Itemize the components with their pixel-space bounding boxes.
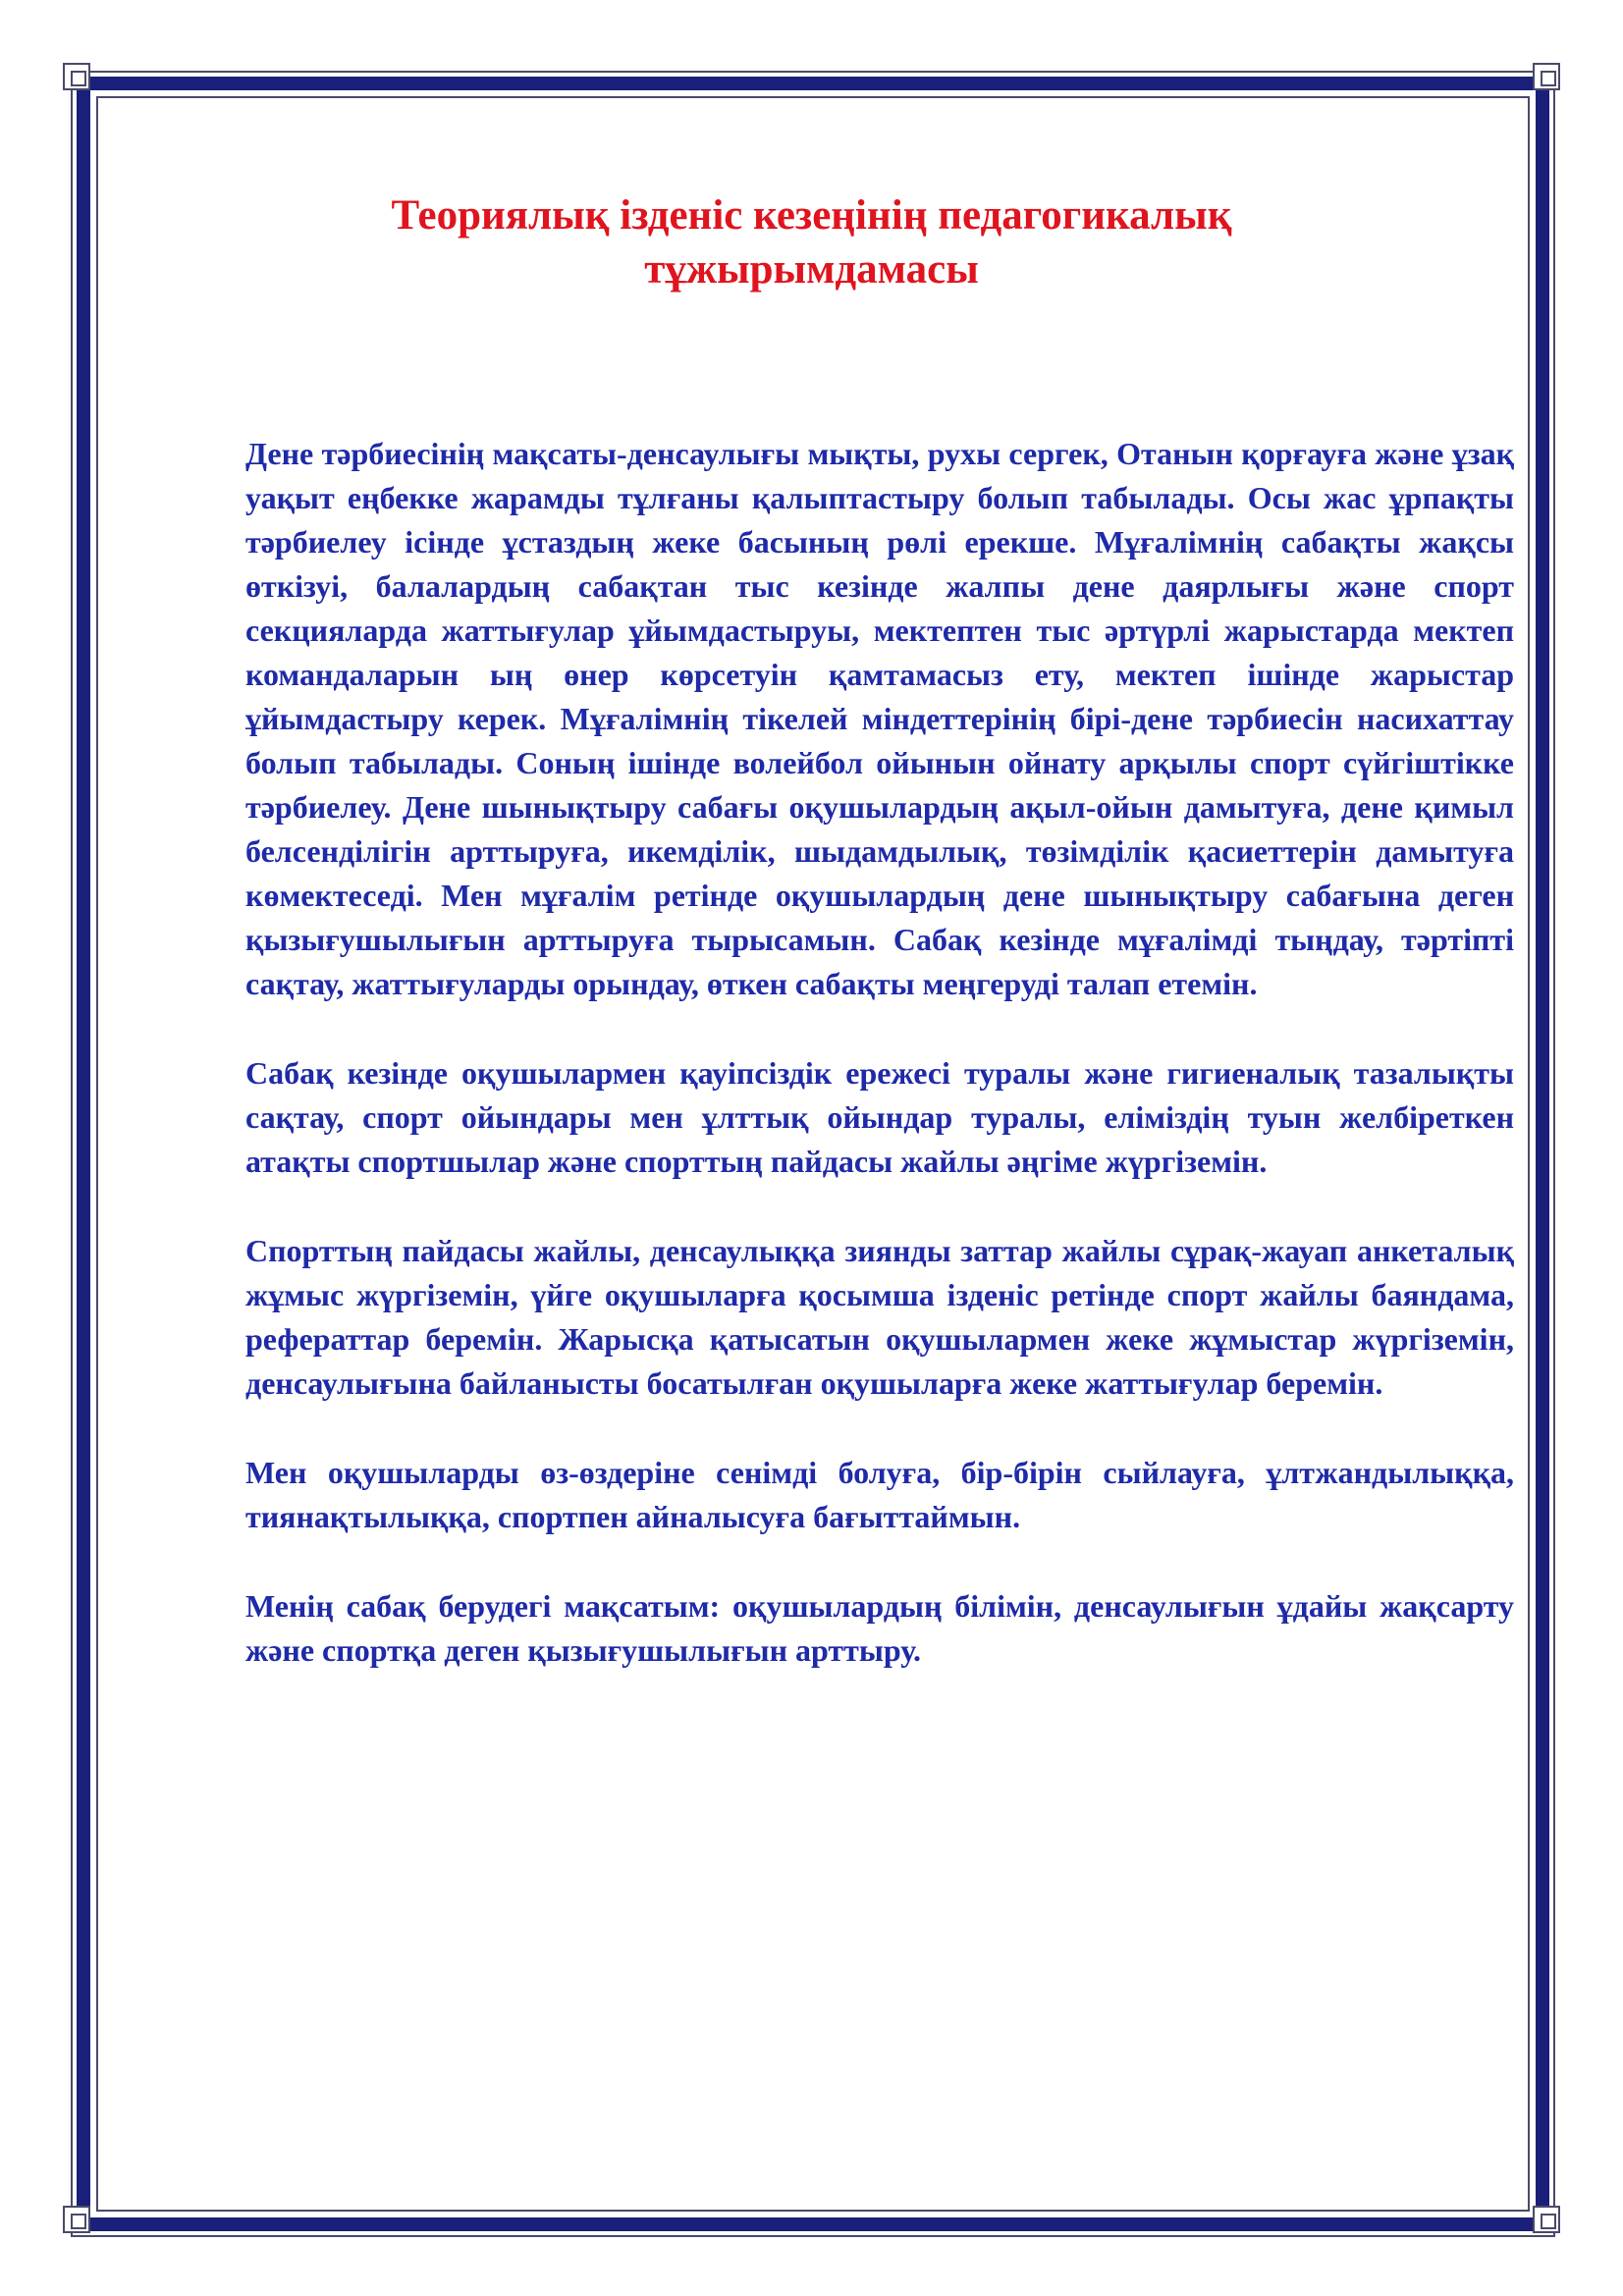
paragraph-2: Сабақ кезінде оқушылармен қауіпсіздік ережесі туралы және гигиеналық тазалықты сақтау, спорт ойындары мен ұлттық ойындар туралы, еліміздің туын желбіреткен атақты спортшылар және спорттың пайдасы жайлы әңгіме жүргіземін. bbox=[245, 1055, 1514, 1179]
paragraph-3: Спорттың пайдасы жайлы, денсаулыққа зиянды заттар жайлы сұрақ-жауап анкеталық жұмыс жүргіземін, үйге оқушыларға қосымша ізденіс ретінде спорт жайлы баяндама, рефераттар беремін. Жарысқа қатысатын оқушылармен жеке жұмыстар жүргіземін, денсаулығына байланысты босатылған оқушыларға жеке жаттығулар беремін. bbox=[245, 1233, 1514, 1401]
document-title-line-2: тұжырымдамасы bbox=[644, 246, 979, 293]
document-title bbox=[196, 188, 1427, 296]
frame-corner-ornament-top-right bbox=[1533, 63, 1560, 90]
frame-corner-ornament-bottom-right bbox=[1533, 2206, 1560, 2233]
paragraph-4: Мен оқушыларды өз-өздеріне сенімді болуға, бір-бірін сыйлауға, ұлтжандылыққа, тиянақтылыққа, спортпен айналысуға бағыттаймын. bbox=[245, 1455, 1514, 1534]
paragraph-5: Менің сабақ берудегі мақсатым: оқушылардың білімін, денсаулығын ұдайы жақсарту және спортқа деген қызығушылығын арттыру. bbox=[245, 1588, 1514, 1668]
paragraph-1: Дене тәрбиесінің мақсаты-денсаулығы мықты, рухы сергек, Отанын қорғауға және ұзақ уақыт еңбекке жарамды тұлғаны қалыптастыру болып табылады. Осы жас ұрпақты тәрбиелеу ісінде ұстаздың жеке басының рөлі ерекше. Мұғалімнің сабақты жақсы өткізуі, балалардың сабақтан тыс кезінде жалпы дене даярлығы және спорт секцияларда жаттығулар ұйымдастыруы, мектептен тыс әртүрлі жарыстарда мектеп командаларын ың өнер көрсетуін қамтамасыз ету, мектеп ішінде жарыстар ұйымдастыру керек. Мұғалімнің тікелей міндеттерінің бірі-дене тәрбиесін насихаттау болып табылады. Соның ішінде волейбол ойынын ойнату арқылы спорт сүйгіштікке тәрбиелеу. Дене шынықтыру сабағы оқушылардың ақыл-ойын дамытуға, дене қимыл белсенділігін арттыруға, икемділік, шыдамдылық, төзімділік қасиеттерін дамытуға көмектеседі. Мен мұғалім ретінде оқушылардың дене шынықтыру сабағына деген қызығушылығын арттыруға тырысамын. Сабақ кезінде мұғалімді тыңдау, тәртіпті сақтау, жаттығуларды орындау, өткен сабақты меңгеруді талап етемін. bbox=[245, 436, 1514, 1001]
frame-corner-ornament-bottom-left bbox=[63, 2206, 90, 2233]
frame-corner-ornament-top-left bbox=[63, 63, 90, 90]
document-body bbox=[245, 432, 1514, 1718]
document-title-line-1: Теориялық ізденіс кезеңінің педагогикалық bbox=[391, 192, 1232, 239]
